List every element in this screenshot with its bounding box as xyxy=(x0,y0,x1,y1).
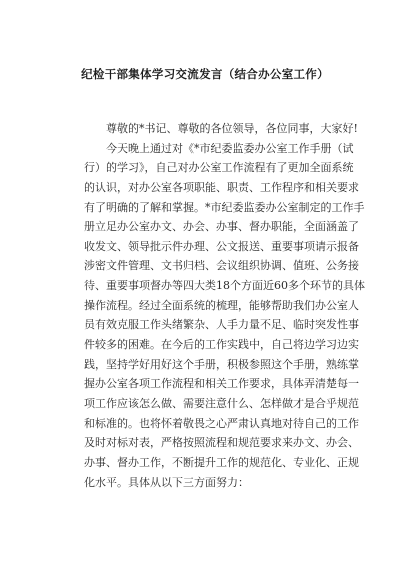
paragraph-line: 的认识，对办公室各项职能、职责、工作程序和相关要求 xyxy=(84,180,359,194)
paragraph-line: 行）的学习》，自己对办公室工作流程有了更加全面系统 xyxy=(84,161,354,175)
paragraph-line: 收发文、领导批示件办理、公文报送、重要事项请示报备 xyxy=(84,239,359,253)
paragraph-line: 今天晚上通过对《*市纪委监委办公室工作手册（试 xyxy=(84,141,354,155)
paragraph-line: 员有效克服工作头绪繁杂、人手力量不足、临时突发性事 xyxy=(84,318,359,332)
paragraph-line: 及时对标对表，严格按照流程和规范要求来办文、办会、 xyxy=(84,436,359,450)
paragraph-line: 践，坚持学好用好这个手册，积极参照这个手册，熟练掌 xyxy=(84,357,359,371)
paragraph-line: 握办公室各项工作流程和相关工作要求，具体弄清楚每一 xyxy=(84,377,359,391)
paragraph-line: 件较多的困难。在今后的工作实践中，自己将边学习边实 xyxy=(84,338,359,352)
paragraph-line: 化水平。具体从以下三方面努力： xyxy=(84,475,249,489)
paragraph-line: 办事、督办工作，不断提升工作的规范化、专业化、正规 xyxy=(84,455,359,469)
paragraph-line: 项工作应该怎么做、需要注意什么、怎样做才是合乎规范 xyxy=(84,396,359,410)
document-body xyxy=(84,119,365,492)
paragraph-line: 册立足办公室办文、办会、办事、督办职能，全面涵盖了 xyxy=(84,220,359,234)
paragraph-line: 操作流程。经过全面系统的梳理，能够帮助我们办公室人 xyxy=(84,298,359,312)
paragraph-line: 有了明确的了解和掌握。*市纪委监委办公室制定的工作手 xyxy=(84,200,365,214)
paragraph-line: 和标准的。也将怀着敬畏之心严肃认真地对待自己的工作 xyxy=(84,416,359,430)
paragraph-line: 涉密文件管理、文书归档、会议组织协调、值班、公务接 xyxy=(84,259,359,273)
paragraph-line: 尊敬的*书记、尊敬的各位领导，各位同事，大家好! xyxy=(84,122,358,135)
document-title: 纪检干部集体学习交流发言（结合办公室工作） xyxy=(81,67,329,81)
paragraph-line: 待、重要事项督办等四大类18个方面近60多个环节的具体 xyxy=(84,279,365,293)
